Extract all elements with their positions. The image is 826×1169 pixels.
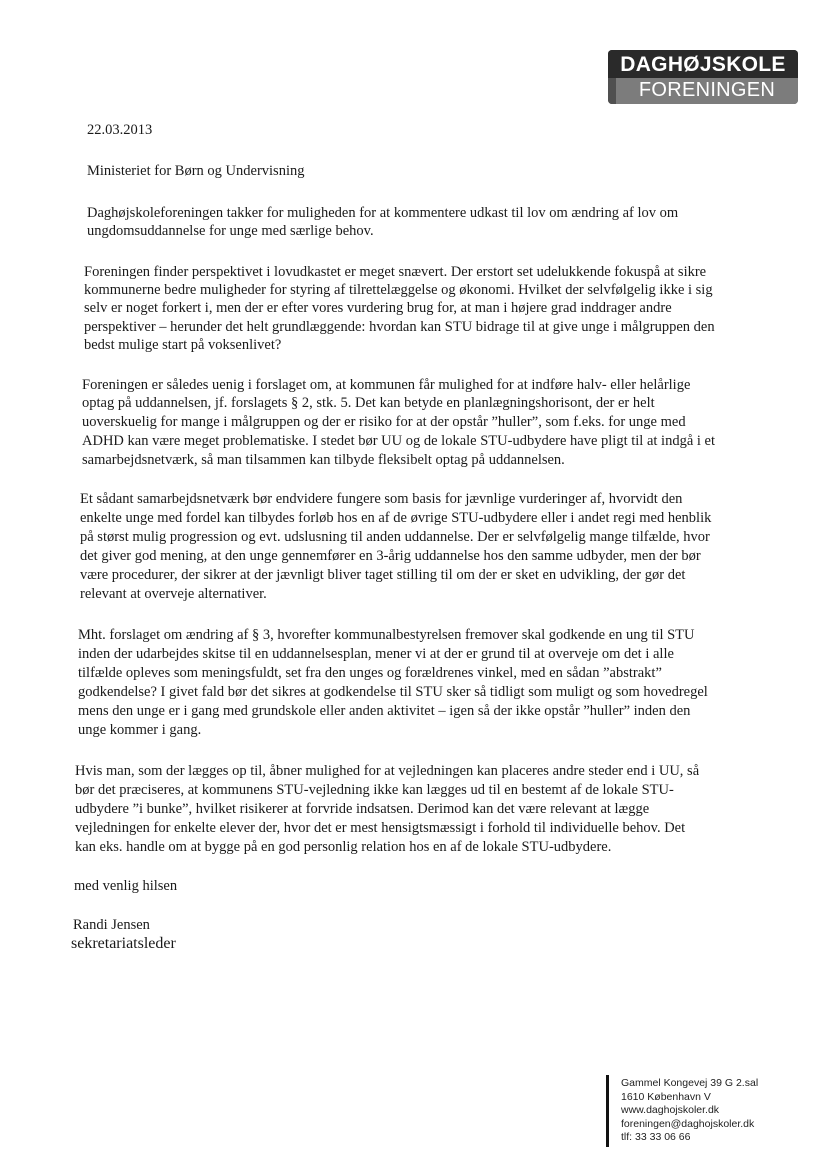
paragraph-3-line-2: optag på uddannelsen, jf. forslagets § 2, stk. 5. Det kan betyde en planlægningshorisont, der er helt [82,395,655,411]
paragraph-6-line-1: Hvis man, som der lægges op til, åbner mulighed for at vejledningen kan placeres andre steder end i UU, så [75,763,700,779]
footer-contact [621,1077,758,1145]
paragraph-4-line-1: Et sådant samarbejdsnetværk bør endvidere fungere som basis for jævnlige vurderinger af, hvorvidt den [80,491,683,507]
paragraph-3-line-3: uoverskuelig for mange i målgruppen og der er risiko for at der opstår ”huller”, som f.eks. for unge med [82,414,686,430]
paragraph-4-line-2: enkelte unge med fordel kan tilbydes forløb hos en af de øvrige STU-udbydere eller i andet regi med henblik [80,510,712,526]
paragraph-1-line-2: ungdomsuddannelse for unge med særlige behov. [87,223,374,239]
logo-line-2: FORENINGEN [616,78,798,104]
paragraph-5-line-3: tilfælde opleves som meningsfuldt, set fra den unges og forældrenes vinkel, med en sådan ”abstrakt” [78,665,662,681]
paragraph-5-line-4: godkendelse? I givet fald bør det sikres at godkendelse til STU sker så tidligt som muligt og som hovedregel [78,684,708,700]
paragraph-4-line-5: være procedurer, der sikrer at der jævnligt bliver taget stilling til om der er sket en udvikling, der gør det [80,567,686,583]
paragraph-5-line-2: inden der udarbejdes skitse til en uddannelsesplan, mener vi at der er grund til at overveje om det i alle [78,646,674,662]
signature-title: sekretariatsleder [71,935,176,952]
paragraph-2-line-1: Foreningen finder perspektivet i lovudkastet er meget snævert. Der erstort set udelukkende fokuspå at sikre [84,264,707,280]
logo-line-1: DAGHØJSKOLE [608,50,798,78]
paragraph-5-line-5: mens den unge er i gang med grundskole eller anden aktivitet – igen så der ikke opstår ”huller” inden den [78,703,691,719]
footer-divider [606,1075,609,1147]
paragraph-4-line-3: på størst mulig progression og evt. udslusning til anden uddannelse. Der er selvfølgelig mange tilfælde, hvor [80,529,710,545]
logo-stripe [608,78,616,104]
paragraph-2-line-2: kommunerne bedre muligheder for styring af tilrettelæggelse og økonomi. Hvilket der selvfølgelig ikke i sig [84,282,713,298]
paragraph-6-line-3: udbydere ”i bunke”, hvilket risikerer at forvride indsatsen. Derimod kan det være relevant at lægge [75,801,650,817]
paragraph-6-line-5: kan eks. handle om at bygge på en god personlig relation hos en af de lokale STU-udbydere. [75,839,612,855]
footer-website: www.daghojskoler.dk [621,1104,720,1116]
paragraph-3-line-5: samarbejdsnetværk, så man tilsammen kan tilbyde fleksibelt optag på uddannelsen. [82,452,565,468]
paragraph-6-line-2: bør det præciseres, at kommunens STU-vejledning ikke kan lægges ud til en bestemt af de lokale STU- [75,782,674,798]
paragraph-3-line-4: ADHD kan være meget problematiske. I stedet bør UU og de lokale STU-udbydere have pligt til at indgå i et [82,433,716,449]
paragraph-5-line-6: unge kommer i gang. [78,722,202,738]
paragraph-5-line-1: Mht. forslaget om ændring af § 3, hvorefter kommunalbestyrelsen fremover skal godkende en ung til STU [78,627,695,643]
paragraph-6-line-4: vejledningen for enkelte elever der, hvor det er mest hensigtsmæssigt i forhold til individuelle behov. Det [75,820,686,836]
paragraph-4-line-4: det giver god mening, at den unge gennemfører en 3-årig uddannelse hos den samme udbyder, men der bør [80,548,701,564]
footer-email: foreningen@daghojskoler.dk [621,1117,755,1130]
letter-date: 22.03.2013 [87,122,153,138]
paragraph-2-line-5: bedst mulige start på voksenlivet? [84,337,282,353]
signature-name: Randi Jensen [73,917,150,933]
letter-recipient: Ministeriet for Børn og Undervisning [87,163,305,179]
paragraph-2-line-4: perspektiver – herunder det helt grundlæggende: hvordan kan STU bidrage til at give unge i målgruppen den [84,319,715,335]
paragraph-1-line-1: Daghøjskoleforeningen takker for muligheden for at kommentere udkast til lov om ændring af lov om [87,205,679,221]
paragraph-3-line-1: Foreningen er således uenig i forslaget om, at kommunen får mulighed for at indføre halv- eller helårlige [82,377,691,393]
organization-logo [608,50,798,104]
footer-phone: tlf: 33 33 06 66 [621,1131,691,1143]
footer-city: 1610 København V [621,1090,711,1103]
paragraph-2-line-3: selv er noget forkert i, men der er efter vores vurdering brug for, at man i højere grad inddrager andre [84,300,672,316]
paragraph-4-line-6: relevant at overveje alternativer. [80,586,267,602]
footer-address: Gammel Kongevej 39 G 2.sal [621,1077,759,1089]
letter-closing: med venlig hilsen [74,878,178,894]
